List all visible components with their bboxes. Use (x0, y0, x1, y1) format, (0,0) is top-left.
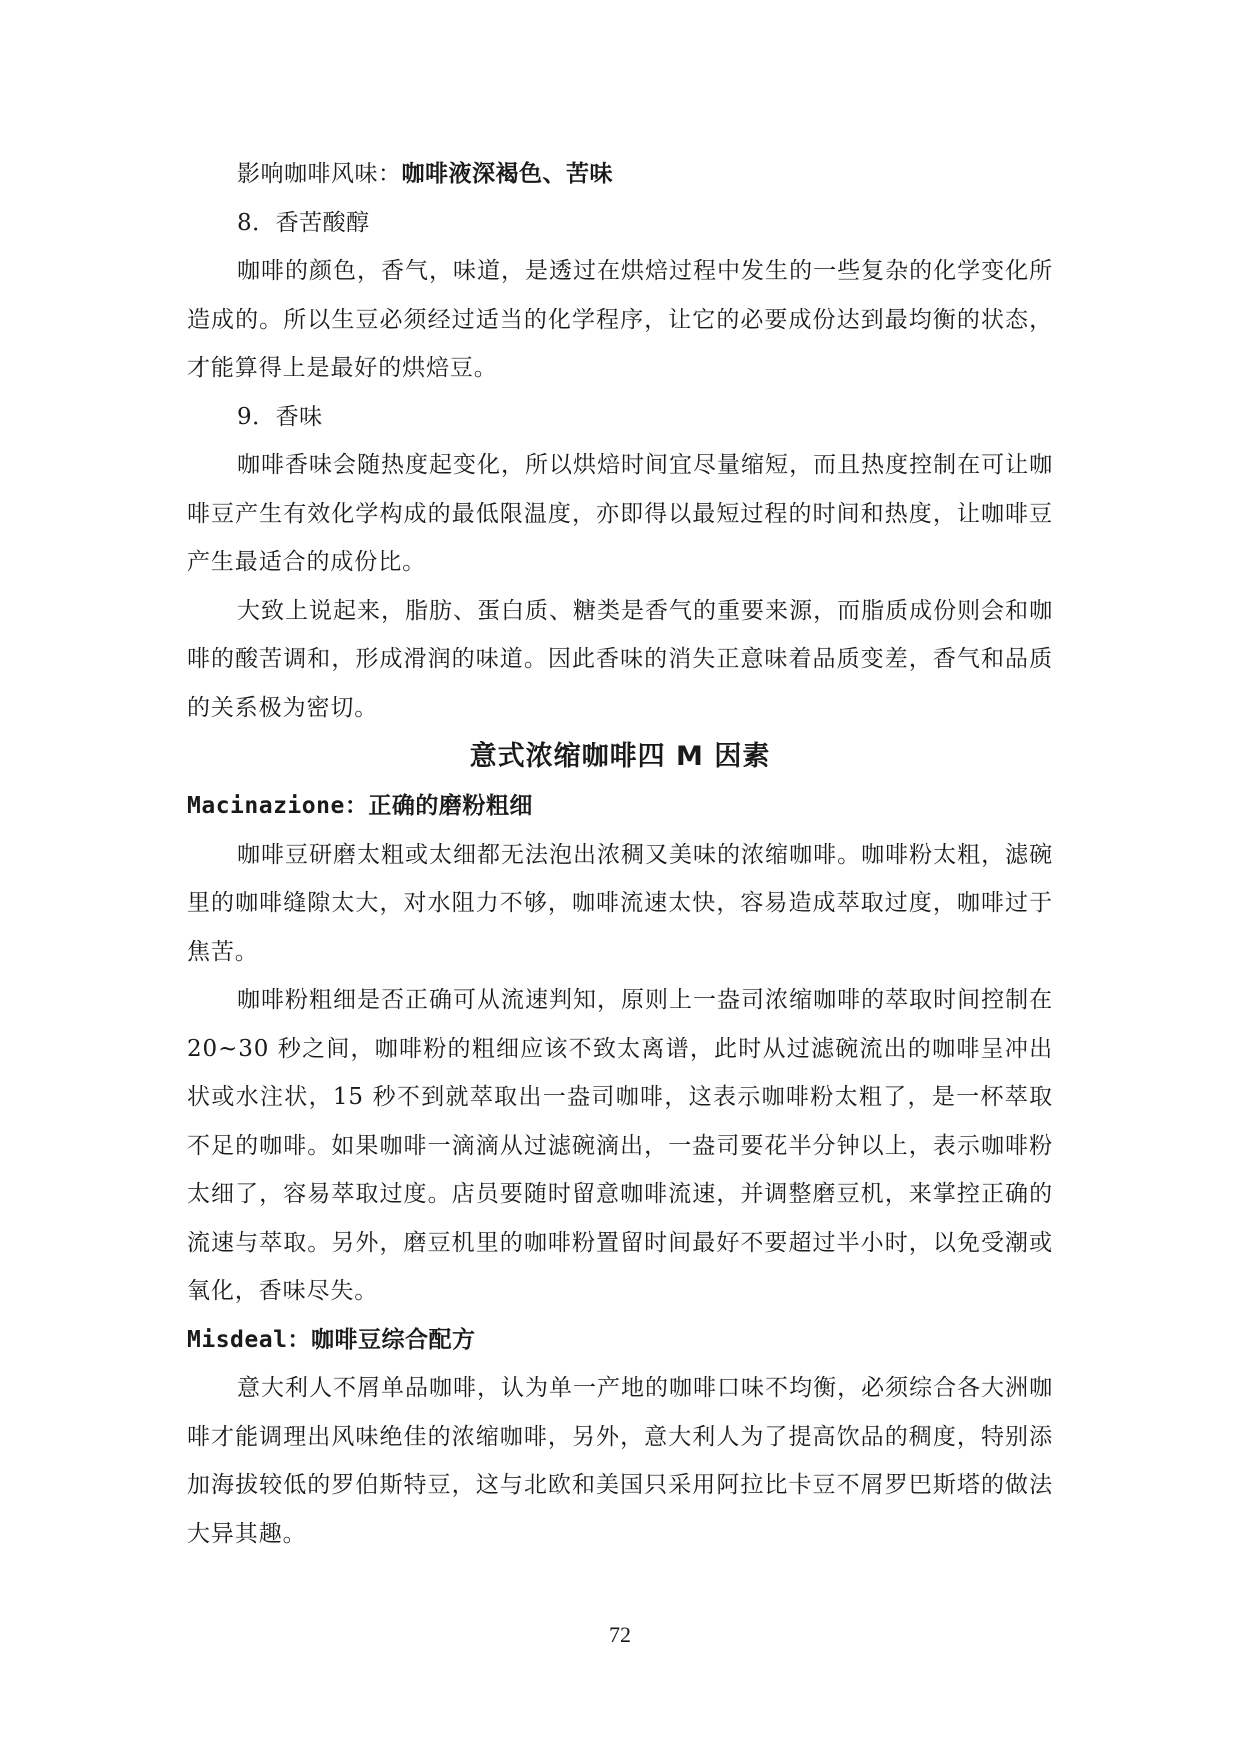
flavor-impact-value: 咖啡液深褐色、苦味 (401, 160, 613, 187)
factor-heading (187, 782, 1053, 831)
item-paragraph: 大致上说起来，脂肪、蛋白质、糖类是香气的重要来源，而脂质成份则会和咖啡的酸苦调和，形成滑润的味道。因此香味的消失正意味着品质变差，香气和品质的关系极为密切。 (187, 597, 1053, 721)
factor-label: 咖啡豆综合配方 (310, 1325, 476, 1353)
page-body (187, 150, 1053, 1558)
factor-paragraph: 意大利人不屑单品咖啡，认为单一产地的咖啡口味不均衡，必须综合各大洲咖啡才能调理出风味绝佳的浓缩咖啡，另外，意大利人为了提高饮品的稠度，特别添加海拔较低的罗伯斯特豆，这与北欧和美国只采用阿拉比卡豆不屑罗巴斯塔的做法大异其趣。 (187, 1375, 1053, 1547)
item-heading: 8．香苦酸醇 (237, 209, 370, 236)
section-title: 意式浓缩咖啡四 M 因素 (469, 741, 771, 772)
factor-label: 正确的磨粉粗细 (368, 792, 533, 819)
flavor-impact-line (187, 150, 1053, 199)
factor-paragraph: 咖啡豆研磨太粗或太细都无法泡出浓稠又美味的浓缩咖啡。咖啡粉太粗，滤碗里的咖啡缝隙太大，对水阻力不够，咖啡流速太快，容易造成萃取过度，咖啡过于焦苦。 (187, 841, 1053, 965)
factor-term: Misdeal： (187, 1326, 311, 1353)
flavor-impact-label: 影响咖啡风味： (237, 161, 402, 187)
item-paragraph: 咖啡香味会随热度起变化，所以烘焙时间宜尽量缩短，而且热度控制在可让咖啡豆产生有效化学构成的最低限温度，亦即得以最短过程的时间和热度，让咖啡豆产生最适合的成份比。 (187, 452, 1053, 575)
factor-paragraph: 咖啡粉粗细是否正确可从流速判知，原则上一盎司浓缩咖啡的萃取时间控制在 20~30 秒之间，咖啡粉的粗细应该不致太离谱，此时从过滤碗流出的咖啡呈冲出状或水注状，15 秒不到就萃取出一盎司咖啡，这表示咖啡粉太粗了，是一杯萃取不足的咖啡。如果咖啡一滴滴从过滤碗滴出，一盎司要花半分钟以上，表示咖啡粉太细了，容易萃取过度。店员要随时留意咖啡流速，并调整磨豆机，来掌控正确的流速与萃取。另外，磨豆机里的咖啡粉置留时间最好不要超过半小时，以免受潮或氧化，香味尽失。 (187, 987, 1053, 1304)
item-heading: 9．香味 (237, 403, 323, 430)
page-number: 72 (609, 1622, 631, 1647)
factor-term: Macinazione： (187, 793, 369, 819)
item-paragraph: 咖啡的颜色，香气，味道，是透过在烘焙过程中发生的一些复杂的化学变化所造成的。所以生豆必须经过适当的化学程序，让它的必要成份达到最均衡的状态，才能算得上是最好的烘焙豆。 (187, 258, 1053, 381)
factor-heading (187, 1316, 1053, 1365)
